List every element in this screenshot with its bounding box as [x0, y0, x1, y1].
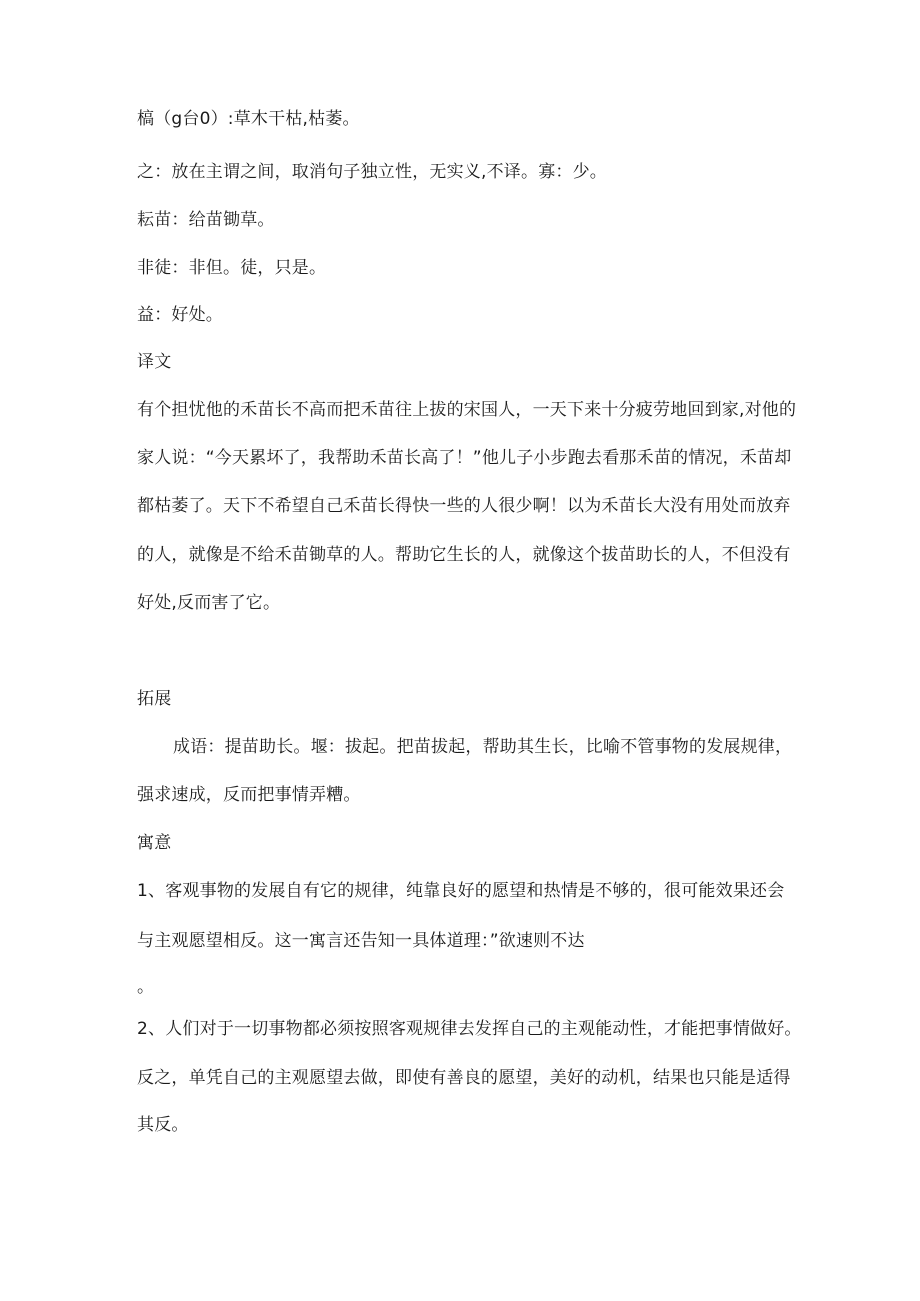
moral-line: 。 — [137, 977, 155, 997]
note-line: 非徒：非但。徒，只是。 — [137, 258, 327, 278]
note-line: 之：放在主谓之间，取消句子独立性，无实义,不译。寡：少。 — [137, 162, 608, 182]
translation-line: 好处,反而害了它。 — [137, 593, 281, 613]
moral-line: 与主观愿望相反。这一寓言还告知一具体道理：”欲速则不达 — [137, 931, 585, 951]
note-line: 槁（g台0）:草木干枯,枯萎。 — [137, 109, 360, 129]
moral-heading: 寓意 — [137, 833, 172, 853]
translation-heading: 译文 — [137, 352, 172, 372]
translation-line: 都枯萎了。天下不希望自己禾苗长得快一些的人很少啊！以为禾苗长大没有用处而放弃 — [137, 496, 791, 516]
extension-line: 强求速成，反而把事情弄糟。 — [137, 785, 361, 805]
translation-line: 有个担忧他的禾苗长不高而把禾苗往上拔的宋国人，一天下来十分疲劳地回到家,对他的 — [137, 400, 797, 420]
moral-line: 2、人们对于一切事物都必须按照客观规律去发挥自己的主观能动性，才能把事情做好。 — [137, 1019, 802, 1039]
moral-line: 其反。 — [137, 1115, 189, 1135]
translation-line: 的人，就像是不给禾苗锄草的人。帮助它生长的人，就像这个拔苗助长的人，不但没有 — [137, 545, 791, 565]
note-line: 益：好处。 — [137, 305, 223, 325]
extension-line: 成语：提苗助长。堰：拔起。把苗拔起，帮助其生长，比喻不管事物的发展规律， — [173, 737, 793, 757]
moral-line: 反之，单凭自己的主观愿望去做，即使有善良的愿望，美好的动机，结果也只能是适得 — [137, 1068, 791, 1088]
note-line: 耘苗：给苗锄草。 — [137, 210, 275, 230]
translation-line: 家人说：“今天累坏了，我帮助禾苗长高了！”他儿子小步跑去看那禾苗的情况，禾苗却 — [137, 448, 792, 468]
extension-heading: 拓展 — [137, 689, 172, 709]
moral-line: 1、客观事物的发展自有它的规律，纯靠良好的愿望和热情是不够的，很可能效果还会 — [137, 881, 785, 901]
